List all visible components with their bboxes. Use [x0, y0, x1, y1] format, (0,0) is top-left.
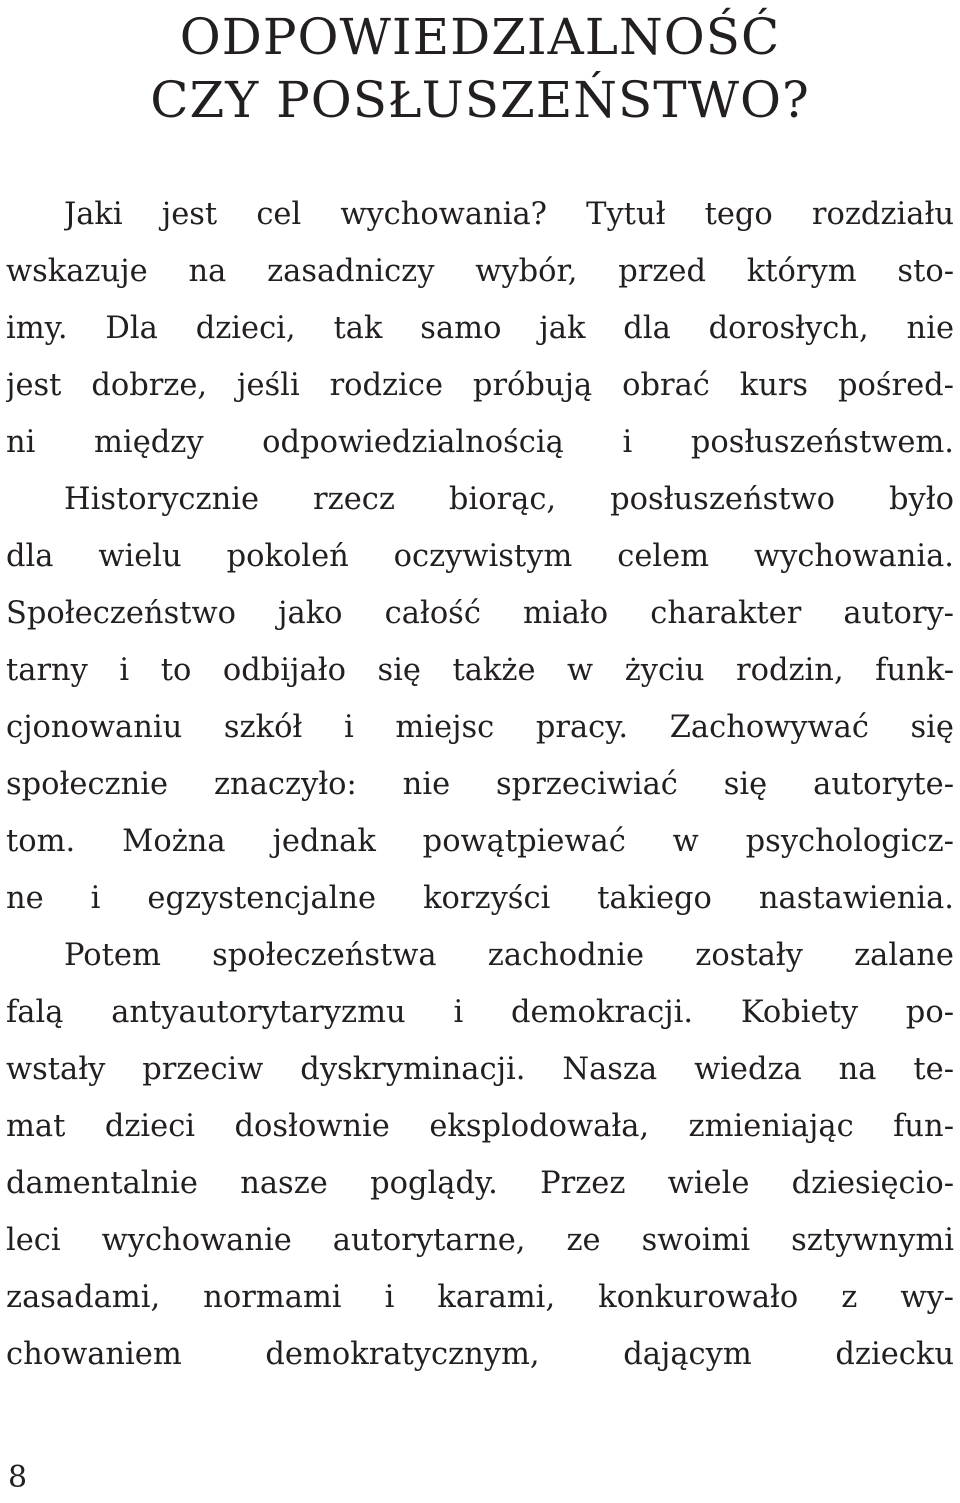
chapter-title-line-1: ODPOWIEDZIALNOŚĆ	[179, 8, 781, 66]
body-line: Jaki jest cel wychowania? Tytuł tego rozdziału	[64, 197, 954, 232]
body-line: społecznie znaczyło: nie sprzeciwiać się autoryte-	[6, 767, 954, 802]
body-line: damentalnie nasze poglądy. Przez wiele dziesięcio-	[6, 1166, 954, 1201]
body-line: leci wychowanie autorytarne, ze swoimi sztywnymi	[6, 1223, 954, 1258]
body-line: Społeczeństwo jako całość miało charakter autory-	[6, 596, 954, 631]
body-line: falą antyautorytaryzmu i demokracji. Kobiety po-	[6, 995, 954, 1030]
chapter-title-line-2: CZY POSŁUSZEŃSTWO?	[150, 71, 810, 129]
body-line: Historycznie rzecz biorąc, posłuszeństwo było	[64, 482, 954, 517]
body-line: mat dzieci dosłownie eksplodowała, zmieniając fun-	[6, 1109, 954, 1144]
body-line: chowaniem demokratycznym, dającym dziecku	[6, 1337, 954, 1372]
body-line: tom. Można jednak powątpiewać w psychologicz-	[6, 824, 954, 859]
body-line: wstały przeciw dyskryminacji. Nasza wiedza na te-	[6, 1052, 954, 1087]
body-line: Potem społeczeństwa zachodnie zostały zalane	[64, 938, 954, 973]
body-line: cjonowaniu szkół i miejsc pracy. Zachowywać się	[6, 710, 954, 745]
body-line: imy. Dla dzieci, tak samo jak dla dorosłych, nie	[6, 311, 954, 346]
body-line: wskazuje na zasadniczy wybór, przed którym sto-	[6, 254, 954, 289]
body-line: ne i egzystencjalne korzyści takiego nastawienia.	[6, 881, 954, 916]
body-line: dla wielu pokoleń oczywistym celem wychowania.	[6, 539, 954, 574]
body-line: ni między odpowiedzialnością i posłuszeństwem.	[6, 425, 954, 460]
body-line: zasadami, normami i karami, konkurowało z wy-	[6, 1280, 954, 1315]
body-line: jest dobrze, jeśli rodzice próbują obrać kurs pośred-	[6, 368, 954, 403]
page-number: 8	[8, 1460, 28, 1495]
body-line: tarny i to odbijało się także w życiu rodzin, funk-	[6, 653, 954, 688]
